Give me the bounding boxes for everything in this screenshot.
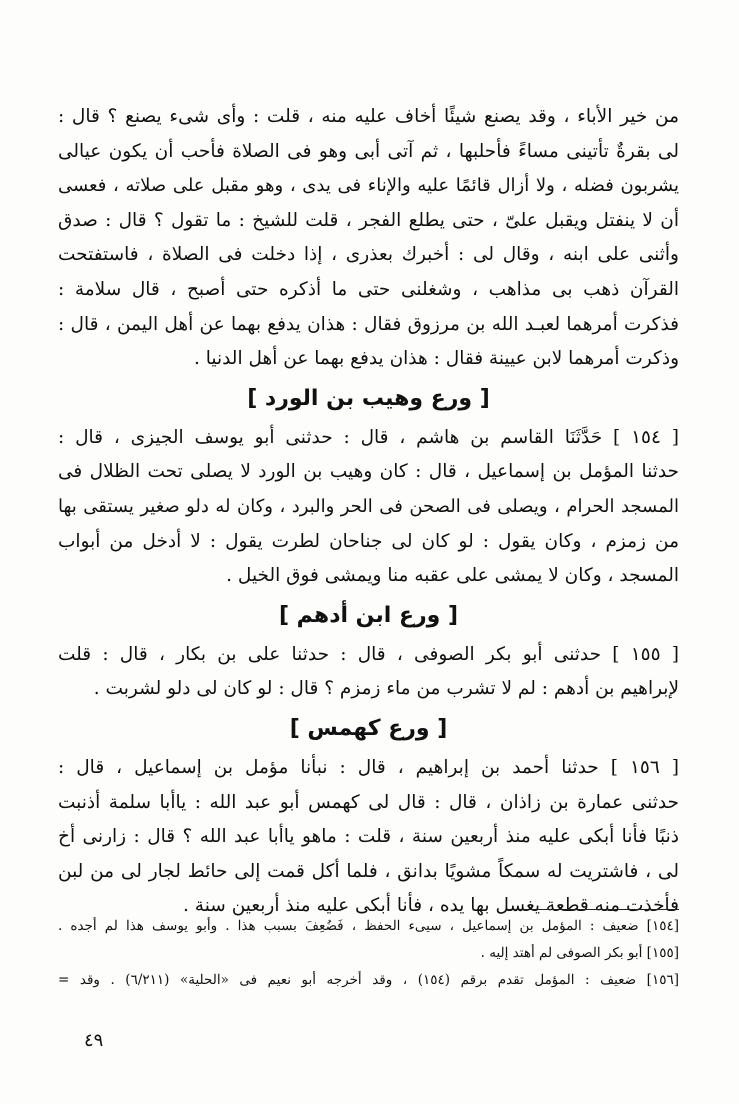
text-line: [ ١٥٤ ] حَدَّثَنَا القاسم بن هاشم ، قال : حدثنى أبو يوسف الجيزى ، قال : xyxy=(58,426,679,448)
footnote: [١٥٤] ضعيف : المؤمل بن إسماعيل ، سيىء الحفظ ، فَضُعِفَ بسبب هذا . وأبو يوسف هذا لم أجده . xyxy=(58,918,679,934)
section-heading: [ ورع ابن أدهم ] xyxy=(278,602,459,628)
text-line: وأثنى على ابنه ، وقال لى : أخبرك بعذرى ، إذا دخلت فى الصلاة ، فاستفتحت xyxy=(58,244,679,266)
text-line: حدثنى عمارة بن زاذان ، قال : قال لى كهمس أبو عبد الله : ياأبا سلمة أذنبت xyxy=(58,791,679,813)
text-line: ذنبًا فأنا أبكى عليه منذ أربعين سنة ، قلت : ماهو ياأبا عبد الله ؟ قال : زارنى أخ xyxy=(58,826,679,848)
text-line: يشربون فضله ، ولا أزال قائمًا عليه والإناء فى يدى ، وهو مقبل على صلاته ، فعسى xyxy=(58,175,679,197)
text-line: لى ، فاشتريت له سمكاً مشويًا بدانق ، فلما أكل قمت إلى حائط لجار لى من لبن xyxy=(58,860,679,882)
footnote: [١٥٦] ضعيف : المؤمل تقدم برقم (١٥٤) ، وقد أخرجه أبو نعيم فى «الحلية» (٦/٢١١) . وقد = xyxy=(58,972,679,988)
text-line: أن لا ينفتل ويقبل علىّ ، حتى يطلع الفجر ، قلت للشيخ : ما تقول ؟ قال : صدق xyxy=(58,209,679,231)
text-line: [ ١٥٦ ] حدثنا أحمد بن إبراهيم ، قال : نبأنا مؤمل بن إسماعيل ، قال : xyxy=(58,756,679,778)
text-line: فأخذت منه قطعة يغسل بها يده ، فأنا أبكى عليه منذ أربعين سنة . xyxy=(183,895,679,917)
section-heading: [ ورع وهيب بن الورد ] xyxy=(247,385,490,411)
text-line: من زمزم ، وكان يقول : لو كان لى جناحان لطرت يقول : لا أدخل من أبواب xyxy=(58,530,679,552)
text-line: لى بقرةٌ تأتينى مساءً فأحلبها ، ثم آتى أبى وهو فى الصلاة فأحب أن يكون عيالى xyxy=(58,140,679,162)
footnote: [١٥٥] أبو بكر الصوفى لم أهتد إليه . xyxy=(480,945,679,961)
page-number: ٤٩ xyxy=(84,1030,104,1051)
text-line: القرآن ذهب بى مذاهب ، وشغلنى حتى ما أذكره حتى أصبح ، قال سلامة : xyxy=(58,278,679,300)
footnote-divider xyxy=(507,909,679,910)
footnotes xyxy=(58,913,679,994)
text-line: فذكرت أمرهما لعبـد الله بن مرزوق فقال : هذان يدفع بهما عن أهل اليمن ، قال : xyxy=(58,313,679,335)
paragraph-3 xyxy=(58,638,679,707)
text-line: لإبراهيم بن أدهم : لم لا تشرب من ماء زمزم ؟ قال : لو كان لى دلو لشربت . xyxy=(93,678,679,700)
text-line: المسجد الحرام ، ويصلى فى الصحن فى الحر والبرد ، وكان له دلو صغير يستقى بها xyxy=(58,495,679,517)
paragraph-2 xyxy=(58,421,679,594)
paragraph-1 xyxy=(58,100,679,377)
text-line: من خير الأباء ، وقد يصنع شيئًا أخاف عليه منه ، قلت : وأى شىء يصنع ؟ قال : xyxy=(58,106,679,127)
paragraph-4 xyxy=(58,751,679,924)
text-line: المسجد ، وكان لا يمشى على عقبه منا ويمشى فوق الخيل . xyxy=(226,565,679,587)
main-text xyxy=(58,100,679,924)
text-line: [ ١٥٥ ] حدثنى أبو بكر الصوفى ، قال : حدثنا على بن بكار ، قال : قلت xyxy=(58,643,679,665)
section-heading: [ ورع كهمس ] xyxy=(289,715,448,741)
text-line: حدثنا المؤمل بن إسماعيل ، قال : كان وهيب بن الورد لا يصلى تحت الظلال فى xyxy=(58,461,679,483)
text-line: وذكرت أمرهما لابن عيينة فقال : هذان يدفع بهما عن أهل الدنيا . xyxy=(193,348,679,370)
